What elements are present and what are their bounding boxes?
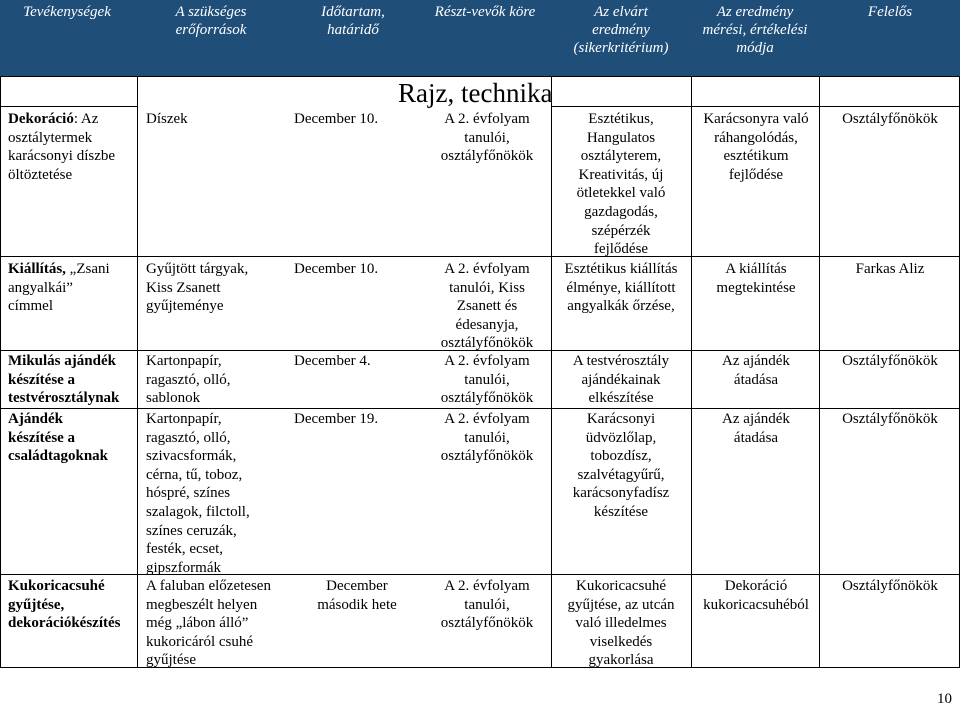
cell-line: megtekintése	[716, 279, 796, 296]
activity-text: : Az	[73, 111, 99, 127]
cell-line: ajándékainak	[581, 371, 661, 388]
cell-line: fejlődése	[728, 166, 784, 183]
cell-line: A 2. évfolyam	[444, 111, 530, 127]
cell-line: karácsonyfadísz	[572, 485, 670, 502]
cell-line: Osztályfőnökök	[842, 353, 938, 369]
cell-line: készítése	[593, 503, 649, 520]
table-border-bottom	[0, 667, 960, 668]
table-row-5-responsible	[822, 577, 958, 596]
cell-line: Kartonpapír,	[146, 411, 222, 427]
table-row-1-evaluation	[694, 110, 818, 184]
cell-line: A testvérosztály	[572, 353, 670, 369]
cell-line: Kukoricacsuhé	[8, 578, 105, 594]
cell-line: osztályfőnökök	[440, 615, 534, 632]
cell-line: Az ajándék	[722, 353, 790, 369]
cell-line: dekorációkészítés	[8, 615, 121, 632]
cell-line: gazdagodás,	[584, 203, 658, 220]
cell-line: Kartonpapír,	[146, 353, 222, 369]
cell-line: Osztályfőnökök	[842, 111, 938, 127]
cell-line: még „lábon álló”	[146, 615, 249, 632]
cell-line: Díszek	[146, 111, 188, 127]
cell-line: December 10.	[294, 261, 379, 277]
section-title: Rajz, technika	[398, 78, 553, 108]
cell-line: Karácsonyi	[586, 411, 656, 427]
cell-line: Az eredmény	[716, 4, 794, 20]
cell-line: (sikerkritérium)	[573, 40, 669, 56]
cell-line: átadása	[733, 429, 779, 446]
cell-line: esztétikum	[723, 148, 789, 165]
activity-bold-text: Dekoráció	[8, 111, 74, 127]
table-row-5-deadline	[294, 577, 420, 614]
table-row-3-deadline	[294, 352, 420, 371]
cell-line: eredmény	[592, 22, 650, 38]
cell-line: A 2. évfolyam	[444, 411, 530, 427]
cell-line: Részt-vevők köre	[434, 4, 536, 20]
activity-text: „Zsani	[65, 261, 110, 277]
page-number: 10	[937, 691, 952, 707]
cell-line: ragasztó, olló,	[146, 371, 231, 388]
table-row-5-evaluation	[694, 577, 818, 614]
cell-line: Ajándék	[8, 411, 64, 427]
cell-line: második hete	[317, 596, 397, 613]
cell-line: hóspré, színes	[146, 485, 231, 502]
table-row-2-resources	[146, 260, 286, 316]
cell-line: üdvözlőlap,	[585, 429, 657, 446]
table-row-3-evaluation	[694, 352, 818, 389]
column-divider	[137, 76, 138, 668]
cell-line: A 2. évfolyam	[444, 578, 530, 594]
table-rule	[0, 106, 138, 107]
table-row-1-activity	[8, 110, 134, 184]
cell-line: gyakorlása	[588, 652, 654, 669]
table-row-3-participants	[425, 352, 549, 408]
cell-line: ragasztó, olló,	[146, 429, 231, 446]
cell-line: Tevékenységek	[23, 4, 111, 20]
table-row-4-evaluation	[694, 410, 818, 447]
column-divider	[819, 76, 820, 668]
cell-line: szalvétagyűrű,	[577, 466, 665, 483]
cell-line: tanulói,	[464, 129, 510, 146]
activity-bold-text: Kiállítás,	[8, 261, 66, 277]
cell-line: osztályfőnökök	[440, 335, 534, 352]
table-row-4-result	[554, 410, 688, 522]
cell-line: határidő	[327, 22, 379, 38]
cell-line: viselkedés	[589, 633, 653, 650]
cell-line: December 10.	[294, 111, 379, 127]
cell-line: angyalkák őrzése,	[567, 298, 675, 315]
table-row-3-responsible	[822, 352, 958, 371]
table-row-5-result	[554, 577, 688, 670]
table-row-1-deadline	[294, 110, 420, 129]
cell-line: édesanyja,	[455, 316, 519, 333]
cell-line: gyűjtése, az utcán	[567, 596, 675, 613]
table-row-5-resources	[146, 577, 286, 670]
cell-line: Esztétikus,	[588, 111, 654, 127]
cell-line: sablonok	[146, 390, 201, 407]
cell-line: szépérzék	[591, 222, 651, 239]
cell-line: gyűjtése,	[8, 596, 65, 613]
table-rule	[0, 574, 960, 575]
cell-line: kukoricacsuhéból	[703, 596, 809, 613]
table-row-1-resources	[146, 110, 286, 129]
cell-line: módja	[736, 40, 774, 56]
cell-line: erőforrások	[175, 22, 247, 38]
table-row-2-evaluation	[694, 260, 818, 297]
cell-line: testvérosztálynak	[8, 390, 120, 407]
table-row-2-deadline	[294, 260, 420, 279]
cell-line: tanulói,	[464, 596, 510, 613]
cell-line: élménye, kiállított	[566, 279, 676, 296]
cell-line: készítése a	[8, 371, 76, 388]
cell-line: December	[326, 578, 388, 594]
cell-line: osztályfőnökök	[440, 148, 534, 165]
table-row-3-activity	[8, 352, 136, 408]
table-row-2-responsible	[822, 260, 958, 279]
column-divider	[691, 76, 692, 668]
table-row-3-result	[554, 352, 688, 408]
cell-line: Dekoráció	[724, 578, 788, 594]
cell-line: szivacsformák,	[146, 448, 237, 465]
cell-line: tanulói,	[464, 371, 510, 388]
header-activities	[0, 3, 134, 21]
cell-line: tanulói,	[464, 429, 510, 446]
cell-line: gyűjtése	[146, 652, 196, 669]
cell-line: Az ajándék	[722, 411, 790, 427]
cell-line: osztályterem,	[580, 148, 662, 165]
cell-line: Osztályfőnökök	[842, 578, 938, 594]
cell-line: szalagok, filctoll,	[146, 503, 250, 520]
cell-line: December 4.	[294, 353, 371, 369]
cell-line: tobozdísz,	[590, 448, 652, 465]
header-evaluation	[692, 3, 818, 57]
cell-line: Kreativitás, új	[578, 166, 664, 183]
cell-line: Időtartam,	[321, 4, 385, 20]
cell-line: Karácsonyra való	[703, 111, 809, 127]
cell-line: Farkas Aliz	[855, 261, 925, 277]
table-row-1-responsible	[822, 110, 958, 129]
cell-line: festék, ecset,	[146, 541, 224, 558]
table-rule	[552, 106, 960, 107]
cell-line: Kiss Zsanett	[146, 279, 221, 296]
cell-line: A 2. évfolyam	[444, 261, 530, 277]
cell-line: Kukoricacsuhé	[576, 578, 666, 594]
table-rule	[0, 408, 960, 409]
cell-line: A faluban előzetesen	[146, 578, 271, 594]
header-participants	[420, 3, 550, 21]
table-row-2-participants	[425, 260, 549, 353]
cell-line: megbeszélt helyen	[146, 596, 258, 613]
table-row-3-resources	[146, 352, 286, 408]
cell-line: Osztályfőnökök	[842, 411, 938, 427]
cell-line: való illedelmes	[575, 615, 667, 632]
table-row-4-participants	[425, 410, 549, 466]
table-row-1-result	[554, 110, 688, 259]
table-rule	[0, 256, 960, 257]
table-row-5-activity	[8, 577, 136, 633]
table-row-2-result	[554, 260, 688, 316]
activity-text: angyalkái”	[8, 279, 73, 296]
cell-line: Az elvárt	[594, 4, 648, 20]
header-responsible	[820, 3, 960, 21]
column-divider	[551, 76, 552, 668]
header-expected-result	[552, 3, 690, 57]
cell-line: Hangulatos	[586, 129, 656, 146]
cell-line: kukoricáról csuhé	[146, 633, 254, 650]
cell-line: osztályfőnökök	[440, 390, 534, 407]
cell-line: ráhangolódás,	[714, 129, 798, 146]
cell-line: átadása	[733, 371, 779, 388]
activity-text: címmel	[8, 298, 53, 315]
table-border-top	[0, 76, 960, 77]
table-row-4-responsible	[822, 410, 958, 429]
cell-line: gyűjteménye	[146, 298, 224, 315]
activity-text: karácsonyi díszbe	[8, 148, 116, 165]
table-row-4-deadline	[294, 410, 420, 429]
activity-text: öltöztetése	[8, 166, 73, 183]
cell-line: ötletekkel való	[576, 185, 666, 202]
cell-line: készítése a	[8, 429, 76, 446]
header-resources	[136, 3, 286, 39]
activity-text: osztálytermek	[8, 129, 93, 146]
table-border-left	[0, 76, 1, 668]
cell-line: A kiállítás	[725, 261, 787, 277]
cell-line: Felelős	[867, 4, 913, 20]
table-row-2-activity	[8, 260, 134, 316]
cell-line: családtagoknak	[8, 448, 109, 465]
cell-line: osztályfőnökök	[440, 448, 534, 465]
table-row-4-activity	[8, 410, 136, 466]
table-row-1-participants	[425, 110, 549, 166]
table-row-5-participants	[425, 577, 549, 633]
cell-line: A 2. évfolyam	[444, 353, 530, 369]
cell-line: Gyűjtött tárgyak,	[146, 261, 249, 277]
cell-line: mérési, értékelési	[702, 22, 808, 38]
cell-line: elkészítése	[588, 390, 654, 407]
table-row-4-resources	[146, 410, 286, 577]
cell-line: Zsanett és	[456, 298, 518, 315]
header-deadline	[288, 3, 418, 39]
cell-line: tanulói, Kiss	[449, 279, 525, 296]
cell-line: gipszformák	[146, 559, 221, 576]
cell-line: A szükséges	[175, 4, 247, 20]
cell-line: Esztétikus kiállítás	[564, 261, 678, 277]
cell-line: fejlődése	[593, 241, 649, 258]
cell-line: cérna, tű, toboz,	[146, 466, 243, 483]
cell-line: December 19.	[294, 411, 379, 427]
cell-line: színes ceruzák,	[146, 522, 237, 539]
cell-line: Mikulás ajándék	[8, 353, 116, 369]
